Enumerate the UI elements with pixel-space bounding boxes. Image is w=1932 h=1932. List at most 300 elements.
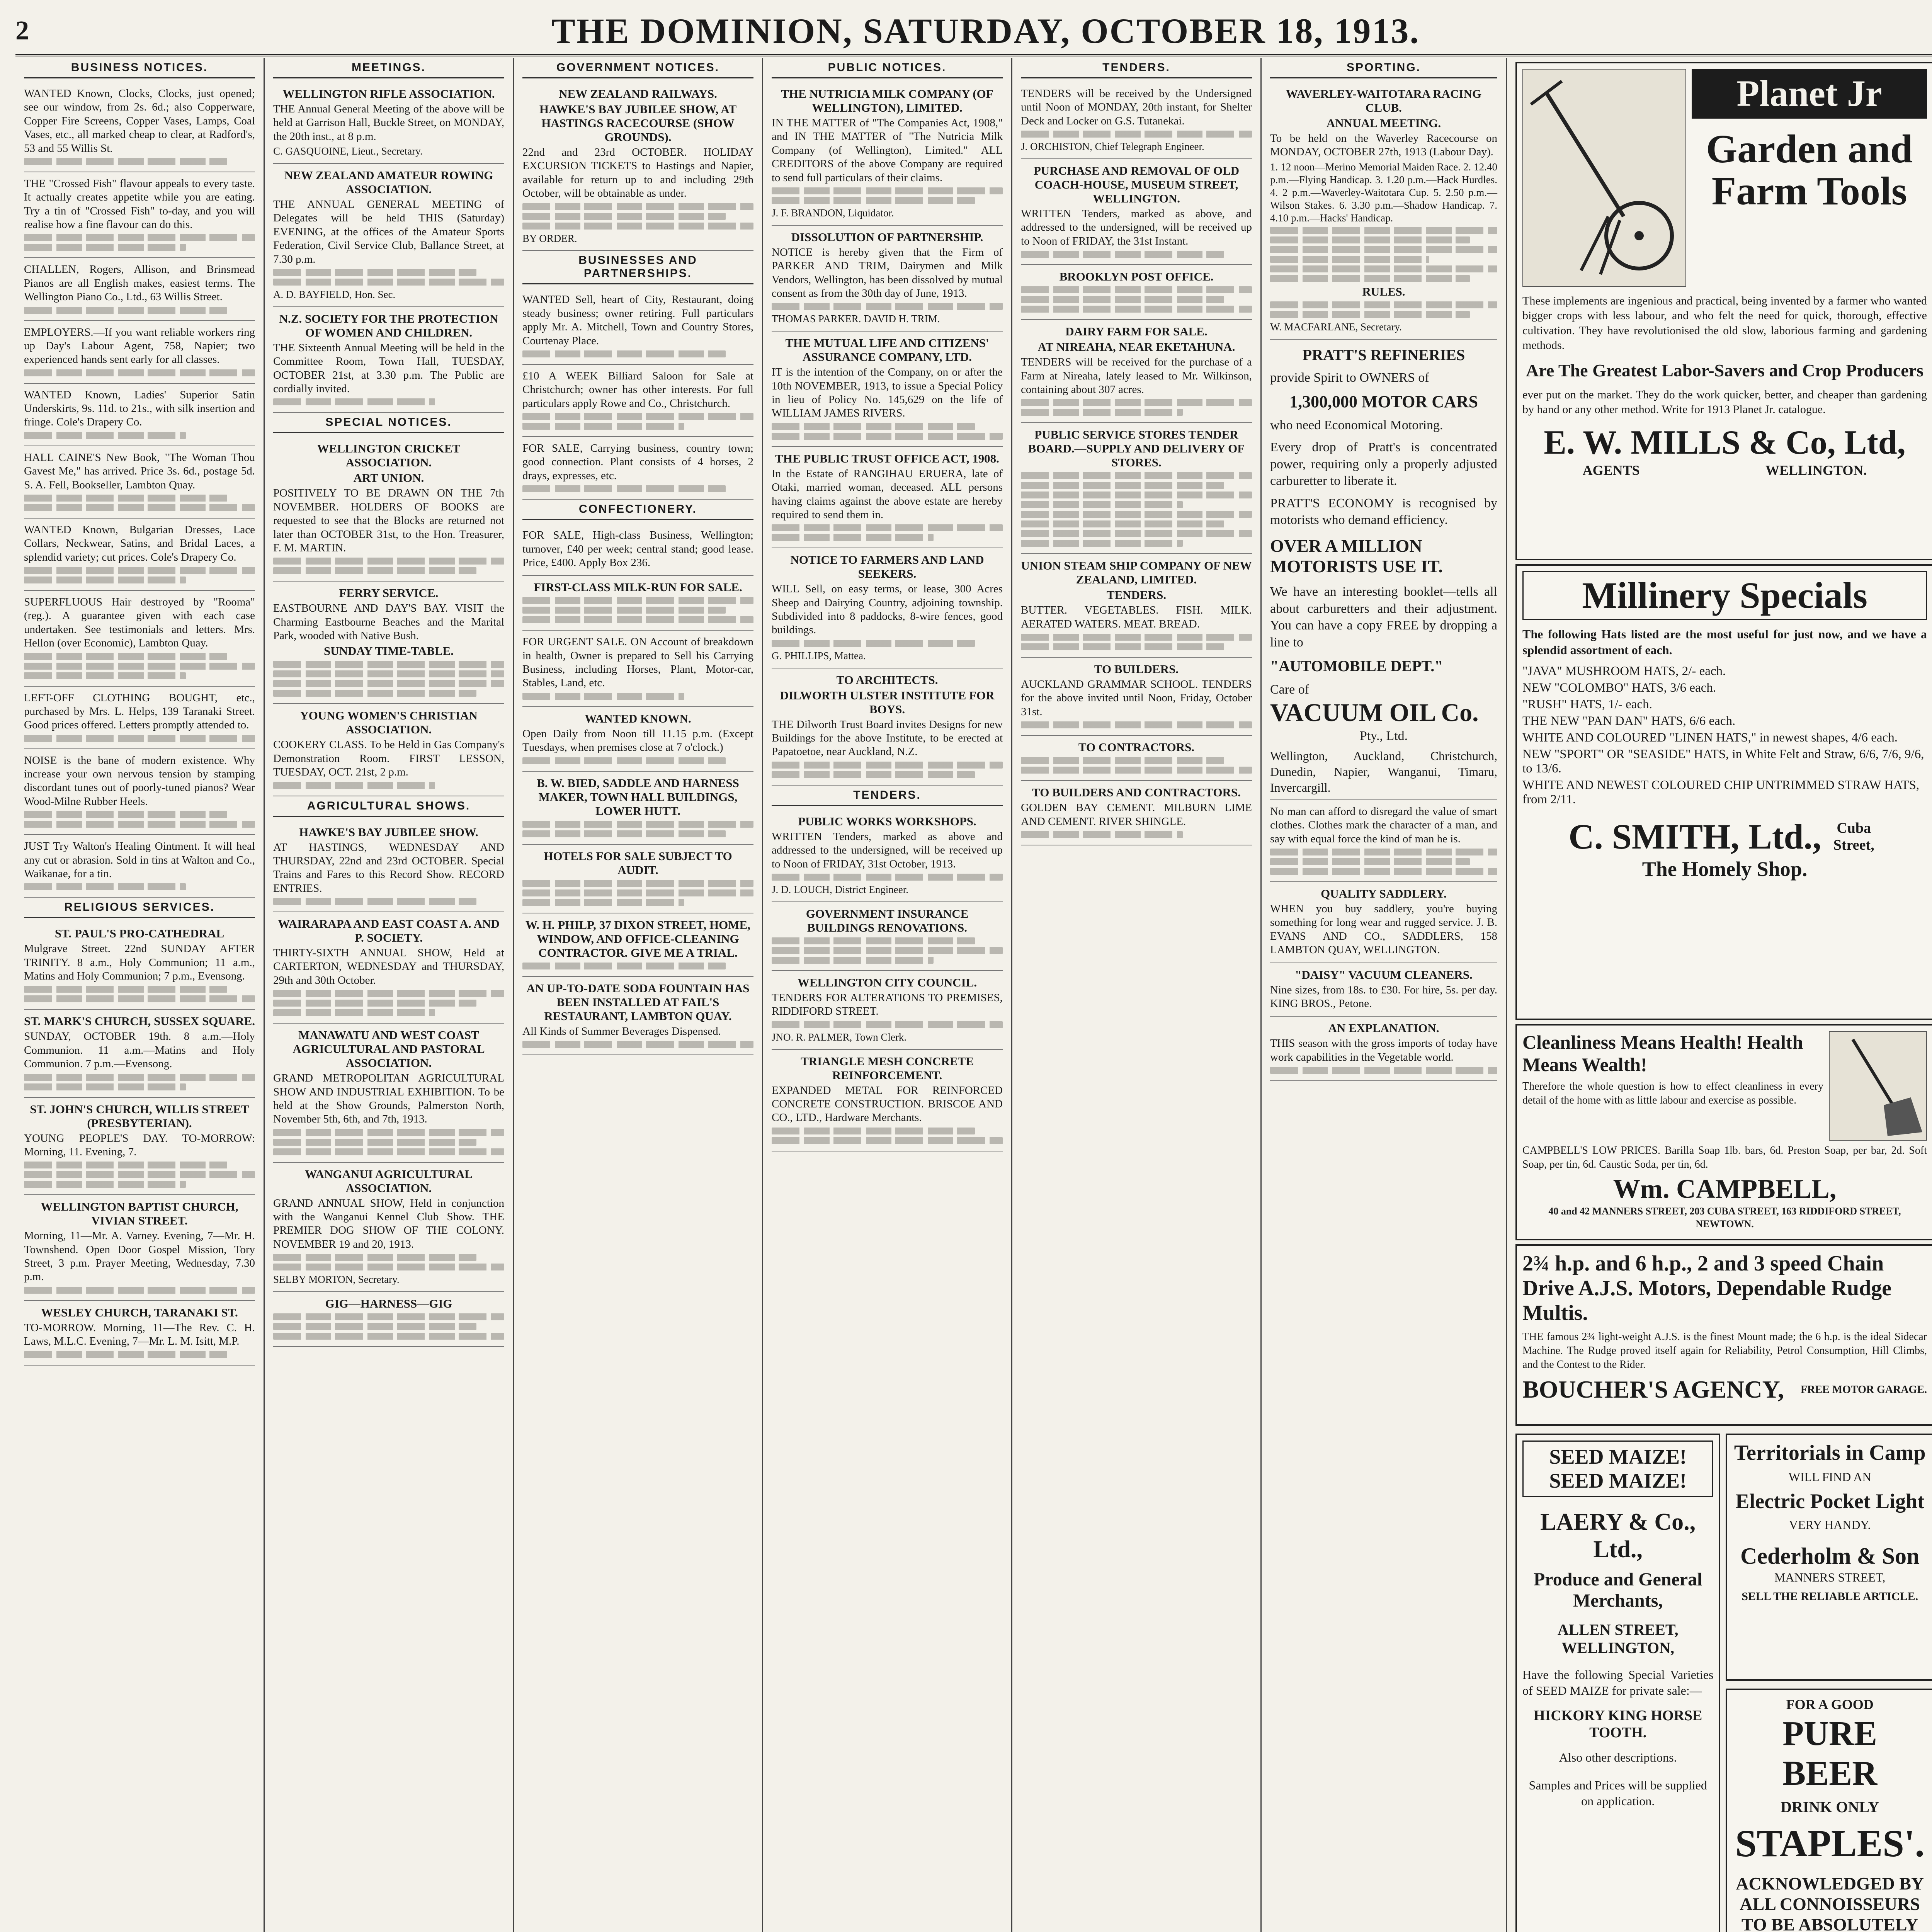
text-line (24, 883, 186, 890)
notice-text: EMPLOYERS.—If you want reliable workers ring up Day's Labour Agent, 758, Napier; two experienced hands sent early for all classes. (24, 326, 255, 366)
notice-title: DAIRY FARM FOR SALE. (1065, 325, 1208, 338)
laery-address: ALLEN STREET, WELLINGTON, (1557, 1621, 1679, 1656)
right-ads-stack (1726, 1430, 1932, 1932)
notice-body: No man can afford to disregard the value of smart clothes. Clothes mark the character of a man, and say with equal force the kind of man he is. (1270, 805, 1497, 845)
notice-title: UNION STEAM SHIP COMPANY OF NEW ZEALAND, LIMITED. (1021, 559, 1252, 587)
maize-headline: SEED MAIZE! SEED MAIZE! (1522, 1440, 1713, 1497)
text-line (24, 158, 227, 165)
text-line (273, 1148, 504, 1155)
meeting-notice (273, 82, 504, 164)
hat-item: WHITE AND NEWEST COLOURED CHIP UNTRIMMED STRAW HATS, from 2/11. (1522, 778, 1920, 806)
meeting-signature: W. MACFARLANE, Secretary. (1270, 321, 1402, 333)
text-line (273, 1254, 476, 1261)
text-line (24, 986, 227, 993)
ajs-motors-advert (1515, 1244, 1932, 1426)
notice-title: BROOKLYN POST OFFICE. (1059, 270, 1214, 284)
laery-advert (1515, 1434, 1720, 1932)
text-line (522, 213, 726, 220)
campbell-body: Therefore the whole question is how to effect cleanliness in every detail of the home with as little labour and exercise as possible. (1522, 1080, 1823, 1106)
text-line (772, 1021, 1003, 1028)
notice (24, 519, 255, 591)
pratts-line: provide Spirit to OWNERS of (1270, 371, 1429, 385)
text-line (772, 957, 934, 964)
text-line (1021, 409, 1183, 416)
text-line (522, 889, 753, 896)
text-line (522, 821, 753, 828)
text-line (772, 762, 1003, 769)
text-line (522, 607, 726, 614)
church-name: WELLINGTON BAPTIST CHURCH, VIVIAN STREET. (41, 1200, 238, 1228)
service-times: TO-MORROW. Morning, 11—The Rev. C. H. Laws, M.L.C. Evening, 7—Mr. L. M. Isitt, M.P. (24, 1321, 255, 1348)
text-line (522, 1041, 753, 1048)
gig-heading: GIG—HARNESS—GIG (325, 1297, 452, 1311)
notice (24, 591, 255, 687)
text-line (772, 524, 1003, 531)
terr-product: Electric Pocket Light (1735, 1489, 1925, 1513)
meeting-body: THE Annual General Meeting of the above will be held at Garrison Hall, Buckle Street, on MONDAY, the 20th inst., at 8 p.m. (273, 103, 504, 143)
tender-notice (772, 1050, 1003, 1151)
text-line (772, 423, 975, 430)
cederholm-address: MANNERS STREET, (1774, 1570, 1886, 1585)
text-line (24, 495, 227, 502)
campbell-text (1522, 1031, 1823, 1141)
laery-logo: LAERY & Co., Ltd., (1540, 1509, 1696, 1563)
gov-notice (522, 82, 753, 251)
beer-claim: ACKNOWLEDGED BY ALL CONNOISSEURS TO BE ABSOLUTELY (1736, 1873, 1924, 1932)
smith-logo: C. SMITH, Ltd., (1568, 816, 1821, 856)
text-line (522, 350, 726, 357)
notice-body: IT is the intention of the Company, on or after the 10th NOVEMBER, 1913, to issue a Special Policy in lieu of Policy No. 145,629 on the life of WILLIAM JAMES RIVERS. (772, 366, 1003, 420)
notice-signature: G. PHILLIPS, Mattea. (772, 650, 866, 662)
notice-title: AN EXPLANATION. (1328, 1021, 1439, 1035)
notice-body: THIS season with the gross imports of today have work capabilities in the Vegetable world. (1270, 1037, 1497, 1063)
rules-heading: RULES. (1362, 285, 1405, 299)
text-line (24, 234, 255, 241)
mills-logo: E. W. MILLS & Co, Ltd, (1544, 424, 1906, 462)
public-notice (772, 82, 1003, 226)
public-notice (772, 226, 1003, 332)
text-line (772, 874, 1003, 881)
text-line (1021, 251, 1224, 258)
column-heading: SPORTING. (1270, 58, 1497, 78)
section-heading-businesses: BUSINESSES AND PARTNERSHIPS. (522, 251, 753, 284)
broom-head (1884, 1097, 1922, 1136)
text-line (1021, 296, 1224, 303)
business-ad (522, 288, 753, 365)
text-line (1021, 530, 1252, 537)
text-line (24, 432, 186, 439)
business-ad (522, 437, 753, 500)
church-name: ST. PAUL'S PRO-CATHEDRAL (54, 927, 224, 940)
ad-text: £10 A WEEK Billiard Saloon for Sale at Christchurch; owner has other interests. For full particulars apply Rowe and Co., Christchurch. (522, 369, 753, 410)
text-line (522, 899, 684, 906)
notice-title: YOUNG WOMEN'S CHRISTIAN ASSOCIATION. (300, 709, 478, 736)
text-line (24, 995, 255, 1002)
text-line (772, 771, 975, 778)
meeting-title: N.Z. SOCIETY FOR THE PROTECTION OF WOMEN AND CHILDREN. (279, 311, 498, 339)
business-ad (522, 524, 753, 576)
text-line (522, 830, 726, 837)
notice-body: WHEN you buy saddlery, you're buying something for long wear and rugged service. J. B. EVANS AND CO., SADDLERS, 158 LAMBTON QUAY, WELLINGTON. (1270, 903, 1497, 956)
text-line (24, 369, 255, 376)
club-name: WAVERLEY-WAITOTARA RACING CLUB. (1286, 87, 1482, 114)
show-body: GRAND ANNUAL SHOW, Held in conjunction with the Wanganui Kennel Club Show. THE PREMIER DOG SHOW OF THE COLONY. NOVEMBER 19 and 20, 1913. (273, 1197, 504, 1250)
business-ad (522, 772, 753, 845)
grip (1531, 81, 1562, 104)
ad-text: Open Daily from Noon till 11.15 p.m. (Except Tuesdays, when premises close at 7 o'clock.) (522, 727, 753, 754)
special-notice (273, 704, 504, 796)
notice-title: QUALITY SADDLERY. (1321, 887, 1447, 901)
column-heading: PUBLIC NOTICES. (772, 58, 1003, 78)
text-line (273, 398, 435, 405)
text-line (273, 680, 504, 687)
ad-text: FOR SALE, High-class Business, Wellington; turnover, £40 per week; central stand; good lease. Price, £400. Apply Box 236. (522, 529, 753, 569)
notice-signature: BY ORDER. (522, 232, 577, 244)
notice-body: GOLDEN BAY CEMENT. MILBURN LIME AND CEMENT. RIVER SHINGLE. (1021, 801, 1252, 828)
notice-title: TO ARCHITECTS. (836, 673, 938, 687)
ad-title: FIRST-CLASS MILK-RUN FOR SALE. (534, 580, 742, 594)
text-line (273, 1323, 476, 1330)
hat-item: "JAVA" MUSHROOM HATS, 2/- each. (1522, 664, 1726, 678)
notice-signature: JNO. R. PALMER, Town Clerk. (772, 1031, 907, 1043)
meeting-title: WELLINGTON RIFLE ASSOCIATION. (282, 87, 495, 100)
text-line (273, 1000, 476, 1007)
beer-line: DRINK ONLY (1781, 1798, 1879, 1816)
church-service (24, 1195, 255, 1301)
text-line (1021, 492, 1252, 498)
text-line (522, 423, 684, 430)
notice-body: WRITTEN Tenders, marked as above and addressed to the undersigned, will be received up to Noon of FRIDAY, 31st October, 1913. (772, 830, 1003, 870)
text-line (1021, 501, 1183, 508)
notice-text: JUST Try Walton's Healing Ointment. It will heal any cut or abrasion. Sold in tins at Walton and Co., Waikanae, for a tin. (24, 840, 255, 880)
text-line (24, 567, 255, 574)
text-line (1270, 301, 1497, 308)
column-heading: MEETINGS. (273, 58, 504, 78)
notice-title: "DAISY" VACUUM CLEANERS. (1295, 968, 1473, 981)
planet-jr-slogan: Are The Greatest Labor-Savers and Crop Producers (1526, 360, 1923, 380)
text-line (1021, 306, 1252, 313)
tender-notice (1021, 265, 1252, 320)
service-times: YOUNG PEOPLE'S DAY. TO-MORROW: Morning, 11. Evening, 7. (24, 1132, 255, 1158)
column-tenders (1012, 58, 1262, 1932)
notice-title: NEW ZEALAND RAILWAYS. (559, 87, 717, 100)
notice (24, 258, 255, 321)
notice-title: WELLINGTON CITY COUNCIL. (797, 975, 977, 989)
tender-notice (772, 902, 1003, 971)
mills-city: WELLINGTON. (1765, 463, 1867, 478)
planet-jr-advert (1515, 62, 1932, 560)
notice-body: WRITTEN Tenders, marked as above, and addressed to the undersigned, will be received up to Noon of FRIDAY, the 31st Instant. (1021, 207, 1252, 247)
text-line (273, 1129, 504, 1136)
tender-notice (1021, 781, 1252, 845)
text-line (1021, 643, 1224, 650)
show-title: MANAWATU AND WEST COAST AGRICULTURAL AND PASTORAL ASSOCIATION. (293, 1028, 485, 1070)
text-line (1021, 540, 1183, 547)
ad-text: FOR SALE, Carrying business, country town; good connection. Plant consists of 4 horses, 2 drays, expresses, etc. (522, 442, 753, 482)
laery-trade: Produce and General Merchants, (1533, 1569, 1702, 1611)
laery-offer: Have the following Special Varieties of SEED MAIZE for private sale:— (1522, 1668, 1714, 1697)
notice-title: FERRY SERVICE. (339, 586, 439, 600)
notice (24, 172, 255, 259)
text-line (1270, 236, 1470, 243)
notice-title: THE NUTRICIA MILK COMPANY (OF WELLINGTON), LIMITED. (781, 87, 993, 114)
text-line (1021, 721, 1252, 728)
church-name: ST. JOHN'S CHURCH, WILLIS STREET (PRESBYTERIAN). (30, 1102, 249, 1130)
hat-item: NEW "COLOMBO" HATS, 3/6 each. (1522, 680, 1716, 695)
mills-footer (1522, 462, 1927, 478)
notice-title: TRIANGLE MESH CONCRETE REINFORCEMENT. (801, 1054, 974, 1082)
show-notice (273, 821, 504, 913)
pratts-line: PRATT'S ECONOMY is recognised by motorists who demand efficiency. (1270, 496, 1497, 527)
tender-notice (1021, 736, 1252, 781)
planet-jr-body: ever put on the market. They do the work quicker, better, and cheaper than gardening by hand or any other method. Write for 1913 Planet Jr. catalogue. (1522, 388, 1927, 416)
text-line (24, 1083, 186, 1090)
text-line (24, 1162, 227, 1168)
notice (24, 749, 255, 835)
text-line (1021, 831, 1183, 838)
notice-body: EASTBOURNE AND DAY'S BAY. VISIT the Charming Eastbourne Beaches and the Marital Park, wooded with Native Bush. (273, 602, 504, 642)
notice-text: HALL CAINE'S New Book, "The Woman Thou Gavest Me," has arrived. Price 3s. 6d., postage 5d. S. A. Fell, Bookseller, Lambton Quay. (24, 451, 255, 491)
text-line (522, 597, 753, 604)
notice-text: NOISE is the bane of modern existence. Why increase your own nervous tension by stamping discordant tunes out of poorly-tuned pianos? Wear Wood-Milne Rubber Heels. (24, 754, 255, 808)
notice-signature: THOMAS PARKER. DAVID H. TRIM. (772, 313, 940, 325)
text-line (522, 757, 726, 764)
ad-text: FOR URGENT SALE. ON Account of breakdown in health, Owner is prepared to Sell his Carrying Business, including Horses, Plant, Motor-car, Stables, Land, etc. (522, 636, 753, 689)
notice (24, 321, 255, 384)
wheel-hub (1634, 231, 1644, 240)
text-line (24, 821, 255, 828)
business-ad (522, 631, 753, 707)
service-times: Morning, 11—Mr. A. Varney. Evening, 7—Mr. H. Townshend. Open Door Gospel Mission, Tory Street, 3 p.m. Prayer Meeting, Wednesday, 7.30 p.m. (24, 1230, 255, 1283)
vacuum-oil-logo: VACUUM OIL Co. (1270, 698, 1479, 727)
text-line (772, 1137, 1003, 1144)
meeting-notice (273, 307, 504, 413)
notice-text: SUPERFLUOUS Hair destroyed by "Rooma" (reg.). A guarantee given with each case undertaken. See testimonials and letters. Mrs. Hellon (over Economic), Lambton Quay. (24, 596, 255, 650)
ad-title: W. H. PHILP, 37 DIXON STREET, HOME, WINDOW, AND OFFICE-CLEANING CONTRACTOR. GIVE ME A TRIAL. (526, 918, 750, 959)
planet-jr-subtitle: Garden and Farm Tools (1706, 126, 1913, 213)
public-notice (772, 332, 1003, 447)
text-line (1270, 246, 1497, 253)
text-line (1270, 1067, 1497, 1074)
text-line (522, 880, 753, 887)
text-line (24, 577, 186, 583)
text-line (772, 197, 975, 204)
show-body: GRAND METROPOLITAN AGRICULTURAL SHOW AND INDUSTRIAL EXHIBITION. To be held at the Show Grounds, Palmerston North, November 5th, 6th, and 7th, 1913. (273, 1072, 504, 1126)
tender-notice (1021, 159, 1252, 265)
service-times: SUNDAY, OCTOBER 19th. 8 a.m.—Holy Communion. 11 a.m.—Matins and Holy Communion. 7 p.m.—Evensong. (24, 1030, 255, 1070)
text-line (1270, 868, 1497, 875)
notice (24, 82, 255, 172)
meeting-title: NEW ZEALAND AMATEUR ROWING ASSOCIATION. (284, 168, 493, 196)
text-line (273, 1313, 504, 1320)
race-meeting (1270, 82, 1497, 340)
show-title: HAWKE'S BAY JUBILEE SHOW. (299, 825, 478, 839)
meeting-body: THE ANNUAL GENERAL MEETING of Delegates will be held THIS (Saturday) EVENING, at the offices of the Amateur Sports Federation, Civil Service Club, Ballance Street, at 7.30 p.m. (273, 198, 504, 265)
ad-text: WANTED Sell, heart of City, Restaurant, doing steady business; owner retiring. Full particulars apply Mr. A. Mitchell, Town and Country Stores, Courtenay Place. (522, 293, 753, 347)
planet-jr-title: Planet Jr (1692, 69, 1927, 119)
terr-headline: Territorials in Camp (1734, 1441, 1926, 1465)
text-line (24, 811, 227, 818)
meeting-notice (273, 164, 504, 307)
pratts-line: Pty., Ltd. (1359, 728, 1408, 743)
millinery-advert (1515, 564, 1932, 1020)
tender-notice (1021, 82, 1252, 159)
text-line (24, 1287, 255, 1294)
text-line (522, 223, 753, 230)
column-display-ads (1507, 58, 1932, 1932)
public-notice (772, 548, 1003, 668)
notice-body: EXPANDED METAL FOR REINFORCED CONCRETE CONSTRUCTION. BRISCOE AND CO., LTD., Hardware Merchants. (772, 1084, 1003, 1124)
timetable-heading: SUNDAY TIME-TABLE. (324, 644, 454, 658)
pratts-line: who need Economical Motoring. (1270, 418, 1443, 432)
notice-body: BUTTER. VEGETABLES. FISH. MILK. AERATED WATERS. MEAT. BREAD. (1021, 604, 1252, 630)
notice-body: In the Estate of RANGIHAU ERUERA, late of Otaki, married woman, deceased. ALL persons having claims against the above estate are hereby required to send them in. (772, 467, 1003, 521)
section-heading-confectionery: CONFECTIONERY. (522, 500, 753, 520)
business-ad (522, 365, 753, 437)
notice (24, 446, 255, 519)
meeting-signature: A. D. BAYFIELD, Hon. Sec. (273, 288, 396, 300)
text-line (522, 413, 753, 420)
pratts-line: Care of (1270, 682, 1310, 697)
text-line (1021, 511, 1252, 518)
boucher-logo: BOUCHER'S AGENCY, (1522, 1376, 1784, 1403)
text-line (772, 1128, 975, 1134)
notice (24, 687, 255, 749)
cederholm-slogan: SELL THE RELIABLE ARTICLE. (1742, 1590, 1918, 1603)
notice-title: GOVERNMENT INSURANCE BUILDINGS RENOVATIONS. (806, 906, 969, 934)
notice-body: THE Dilworth Trust Board invites Designs for new Buildings for the above Institute, to be erected at Papatoetoe, near Auckland, N.Z. (772, 718, 1003, 758)
show-title: WAIRARAPA AND EAST COAST A. AND P. SOCIETY. (278, 917, 500, 944)
laery-other: Also other descriptions. (1559, 1750, 1677, 1764)
notice-body: WILL Sell, on easy terms, or lease, 300 Acres Sheep and Dairying Country, adjoining township. Subdivided into 8 paddocks, 8-wire fences, good buildings. (772, 583, 1003, 636)
text-line (273, 279, 504, 286)
text-line (24, 672, 186, 679)
text-line (24, 735, 255, 742)
planet-jr-body: These implements are ingenious and practical, being invented by a farmer who wanted bigger crops with less labour, and who felt the need for quick, thorough, effective cultivation. They have revolutionised the old slow, laborious farming and gardening methods. (1522, 294, 1927, 352)
text-line (24, 653, 227, 660)
ajs-body: THE famous 2¾ light-weight A.J.S. is the finest Mount made; the 6 h.p. is the ideal Sidecar Machine. The Rudge proved itself again for Reliability, Petrol Consumption, Hill Climbs, and the Contest to the Rider. (1522, 1331, 1927, 1371)
text-line (1021, 520, 1224, 527)
hat-item: WHITE AND COLOURED "LINEN HATS," in newest shapes, 4/6 each. (1522, 730, 1898, 745)
meeting-signature: C. GASQUOINE, Lieut., Secretary. (273, 145, 423, 157)
business-ad (522, 845, 753, 913)
business-ad (522, 977, 753, 1055)
text-line (522, 203, 753, 210)
notice-title: THE PUBLIC TRUST OFFICE ACT, 1908. (775, 451, 999, 465)
gig-notice (273, 1292, 504, 1347)
planet-jr-titles (1692, 69, 1927, 287)
tender-notice (772, 810, 1003, 902)
notice-title: WELLINGTON CRICKET ASSOCIATION. (317, 442, 461, 469)
notice-text: WANTED Known, Bulgarian Dresses, Lace Collars, Neckwear, Satins, and Bridal Laces, a splendid variety; cut prices. Cole's Drapery Co. (24, 523, 255, 563)
pratts-headline: 1,300,000 MOTOR CARS (1289, 392, 1478, 411)
column-heading: TENDERS. (1021, 58, 1252, 78)
notice-subtitle: TENDERS. (1106, 588, 1167, 602)
notice-subtitle: ART UNION. (353, 471, 424, 485)
text-line (273, 558, 504, 565)
text-line (24, 1171, 255, 1178)
notice-title: TO BUILDERS. (1094, 662, 1179, 676)
tender-notice (1021, 423, 1252, 554)
section-heading-tenders: TENDERS. (772, 786, 1003, 806)
campbell-advert (1515, 1024, 1932, 1240)
campbell-header (1522, 1031, 1927, 1141)
column-sporting (1262, 58, 1507, 1932)
text-line (273, 990, 504, 997)
church-service (24, 922, 255, 1010)
text-line (772, 640, 975, 647)
column-heading: GOVERNMENT NOTICES. (522, 58, 753, 78)
tender-notice (772, 971, 1003, 1050)
notice-body: IN THE MATTER of "The Companies Act, 1908," and IN THE MATTER of "The Nutricia Milk Company (of Wellington), Limited." ALL CREDITORS of the above Company are required to send full particulars of their claims. (772, 117, 1003, 184)
text-line (522, 963, 726, 969)
text-line (1021, 472, 1252, 479)
ajs-headline: 2¾ h.p. and 6 h.p., 2 and 3 speed Chain Drive A.J.S. Motors, Dependable Rudge Multis. (1522, 1252, 1892, 1325)
notice-text: WANTED Known, Ladies' Superior Satin Underskirts, 9s. 11d. to 21s., with silk insertion and fringe. Cole's Drapery Co. (24, 388, 255, 429)
church-service (24, 1098, 255, 1196)
notice-body: POSITIVELY TO BE DRAWN ON THE 7th NOVEMBER. HOLDERS OF BOOKS are requested to see that the Blocks are returned not later than OCTOBER 31st, to the Hon. Treasurer, F. M. MARTIN. (273, 487, 504, 554)
race-programme: 1. 12 noon—Merino Memorial Maiden Race. 2. 12.40 p.m.—Flying Handicap. 3. 1.20 p.m.—Hack Hurdles. 4. 2 p.m.—Waverley-Waitotara Cup. 5. 2.50 p.m.—Wilson Stakes. 6. 3.30 p.m.—Shadow Handicap. 7. 4.10 p.m.—Hacks' Handicap. (1270, 161, 1497, 224)
notice-body: Nine sizes, from 18s. to £30. For hire, 5s. per day. KING BROS., Petone. (1270, 983, 1497, 1010)
text-line (1021, 286, 1252, 293)
notice-text: LEFT-OFF CLOTHING BOUGHT, etc., purchased by Mrs. L. Helps, 139 Taranaki Street. Good prices offered. Letters promptly attended to. (24, 691, 255, 731)
meeting-type: ANNUAL MEETING. (1326, 116, 1441, 130)
text-line (24, 307, 227, 314)
ad-text: All Kinds of Summer Beverages Dispensed. (522, 1025, 721, 1037)
text-line (24, 504, 255, 511)
show-notice (273, 1163, 504, 1292)
staples-beer-advert (1726, 1689, 1932, 1932)
campbell-address: 40 and 42 MANNERS STREET, 203 CUBA STREET, 163 RIDDIFORD STREET, NEWTOWN. (1548, 1205, 1901, 1230)
business-ad (522, 913, 753, 977)
pratts-line: Every drop of Pratt's is concentrated power, requiring only a properly adjusted carburetter to liberate it. (1270, 440, 1497, 488)
notice-title: PUBLIC WORKS WORKSHOPS. (798, 814, 976, 828)
notice-text: CHALLEN, Rogers, Allison, and Brinsmead Pianos are all English makes, easiest terms. The Wellington Piano Co., Ltd., 63 Willis Street. (24, 263, 255, 303)
text-line (1021, 757, 1224, 764)
cederholm-logo: Cederholm & Son (1740, 1543, 1920, 1569)
special-notice (273, 582, 504, 704)
text-line (24, 1181, 186, 1188)
section-heading-agricultural: AGRICULTURAL SHOWS. (273, 796, 504, 817)
text-line (273, 567, 476, 574)
column-public-notices (763, 58, 1012, 1932)
column-business-notices (15, 58, 265, 1932)
smith-logo-row (1522, 816, 1927, 857)
show-notice (273, 1024, 504, 1163)
text-line (1021, 767, 1252, 774)
notice-title: PUBLIC SERVICE STORES TENDER BOARD.—SUPPLY AND DELIVERY OF STORES. (1028, 428, 1245, 469)
public-notice (772, 447, 1003, 549)
ad-title: HOTELS FOR SALE SUBJECT TO AUDIT. (544, 849, 732, 877)
hat-item: "RUSH" HATS, 1/- each. (1522, 697, 1652, 711)
saddlery-advert (1270, 882, 1497, 963)
cultivator-drawing (1523, 70, 1685, 286)
text-line (273, 1333, 504, 1340)
pratts-advert (1270, 340, 1497, 800)
section-heading-religious: RELIGIOUS SERVICES. (24, 898, 255, 918)
ad-title: AN UP-TO-DATE SODA FOUNTAIN HAS BEEN INSTALLED AT FAIL'S RESTAURANT, LAMBTON QUAY. (526, 981, 750, 1023)
terr-line: WILL FIND AN (1788, 1470, 1871, 1484)
text-line (1270, 265, 1497, 272)
pratts-headline: OVER A MILLION MOTORISTS USE IT. (1270, 536, 1443, 576)
campbell-headline: Cleanliness Means Health! Health Means Wealth! (1522, 1031, 1803, 1075)
text-line (24, 663, 255, 670)
text-line (273, 1009, 435, 1016)
text-line (1270, 227, 1497, 234)
notice-subtitle: DILWORTH ULSTER INSTITUTE FOR BOYS. (780, 688, 995, 716)
show-signature: SELBY MORTON, Secretary. (273, 1274, 400, 1286)
church-service (24, 1010, 255, 1097)
